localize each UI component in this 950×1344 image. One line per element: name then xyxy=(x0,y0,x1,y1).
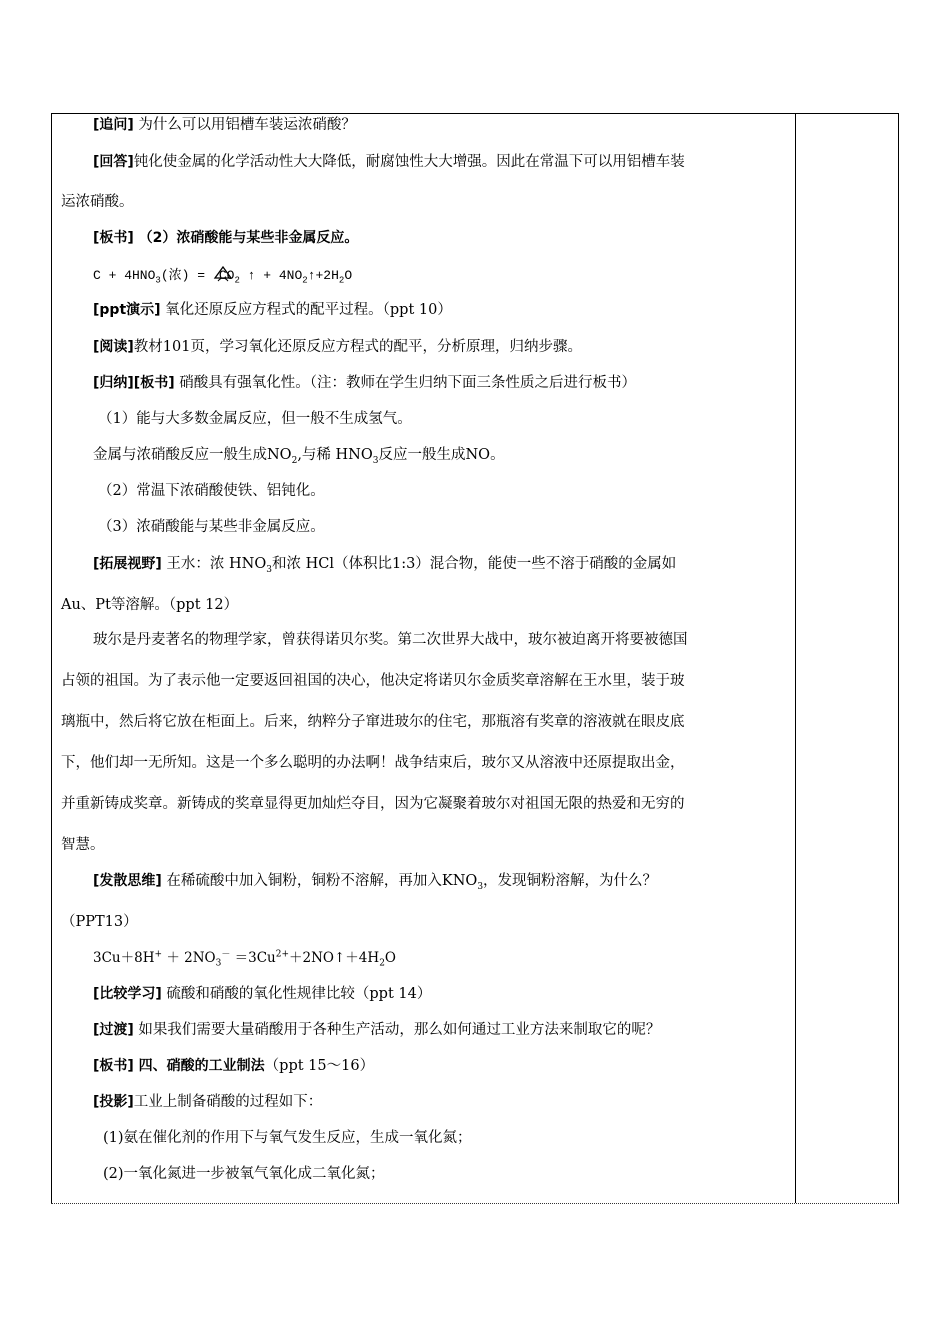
line-metal-reaction: 金属与浓硝酸反应一般生成$NO_2$,与稀 $HNO_3$反应一般生成NO。 xyxy=(93,447,505,466)
line-extended-view: [拓展视野] 王水：浓 $HNO_3$和浓 HCl（体积比1:3）混合物，能使一些不溶于硝酸的金属如 xyxy=(93,556,677,575)
line-answer: [回答]钝化使金属的化学活动性大大降低，耐腐蚀性大大增强。因此在常温下可以用铝槽车装 xyxy=(93,154,685,170)
line-comparative-study: [比较学习] 硫酸和硝酸的氧化性规律比较（ppt 14） xyxy=(93,986,432,1002)
equation-carbon-nitric: $C + 4HNO_3$(浓) = $CO_2$ ↑ + $4NO_2↑+2H_2O$ xyxy=(93,268,353,286)
story-line-4: 下，他们却一无所知。这是一个多么聪明的办法啊！战争结束后，玻尔又从溶液中还原提取出金， xyxy=(61,755,685,771)
line-divergent-thinking: [发散思维] 在稀硫酸中加入铜粉，铜粉不溶解，再加入$KNO_3$，发现铜粉溶解，为什么？ xyxy=(93,873,658,892)
story-line-1: 玻尔是丹麦著名的物理学家，曾获得诺贝尔奖。第二次世界大战中，玻尔被迫离开将要被德国 xyxy=(93,632,688,648)
line-ppt-demo: [ppt演示] 氧化还原反应方程式的配平过程。（ppt 10） xyxy=(93,302,452,318)
line-property-1: （1）能与大多数金属反应，但一般不生成氢气。 xyxy=(98,411,412,427)
heating-triangle-icon xyxy=(213,266,233,282)
line-step-1: (1)氨在催化剂的作用下与氧气发生反应，生成一氧化氮； xyxy=(103,1130,472,1146)
line-board-nonmetal: [板书] （2）浓硝酸能与某些非金属反应。 xyxy=(93,230,359,246)
line-summary-board: [归纳][板书] 硝酸具有强氧化性。（注：教师在学生归纳下面三条性质之后进行板书） xyxy=(93,375,636,391)
line-extended-view-cont: Au、Pt等溶解。（ppt 12） xyxy=(61,597,239,613)
story-line-2: 占领的祖国。为了表示他一定要返回祖国的决心，他决定将诺贝尔金质奖章溶解在王水里，装于玻 xyxy=(61,673,685,689)
line-transition: [过渡] 如果我们需要大量硝酸用于各种生产活动，那么如何通过工业方法来制取它的呢？ xyxy=(93,1022,661,1038)
line-ppt13: （PPT13） xyxy=(61,914,138,930)
line-projection: [投影]工业上制备硝酸的过程如下： xyxy=(93,1094,323,1110)
line-followup-question: [追问] 为什么可以用铝槽车装运浓硝酸？ xyxy=(93,117,356,133)
line-answer-cont: 运浓硝酸。 xyxy=(61,194,134,210)
story-line-6: 智慧。 xyxy=(61,837,105,853)
story-line-3: 璃瓶中，然后将它放在柜面上。后来，纳粹分子窜进玻尔的住宅，那瓶溶有奖章的溶液就在眼皮底 xyxy=(61,714,685,730)
story-line-5: 并重新铸成奖章。新铸成的奖章显得更加灿烂夺目，因为它凝聚着玻尔对祖国无限的热爱和无穷的 xyxy=(61,796,685,812)
line-board-industrial: [板书] 四、硝酸的工业制法（ppt 15～16） xyxy=(93,1058,375,1074)
equation-copper-nitrate: $3Cu+8H^+ + 2NO_3^-$ $=3Cu^{2+}+2NO↑+4H_2O$ xyxy=(93,949,396,969)
line-reading: [阅读]教材101页，学习氧化还原反应方程式的配平，分析原理，归纳步骤。 xyxy=(93,339,582,355)
line-property-3: （3）浓硝酸能与某些非金属反应。 xyxy=(98,519,325,535)
line-property-2: （2）常温下浓硝酸使铁、铝钝化。 xyxy=(98,483,325,499)
line-step-2: (2)一氧化氮进一步被氧气氧化成二氧化氮； xyxy=(103,1166,385,1182)
